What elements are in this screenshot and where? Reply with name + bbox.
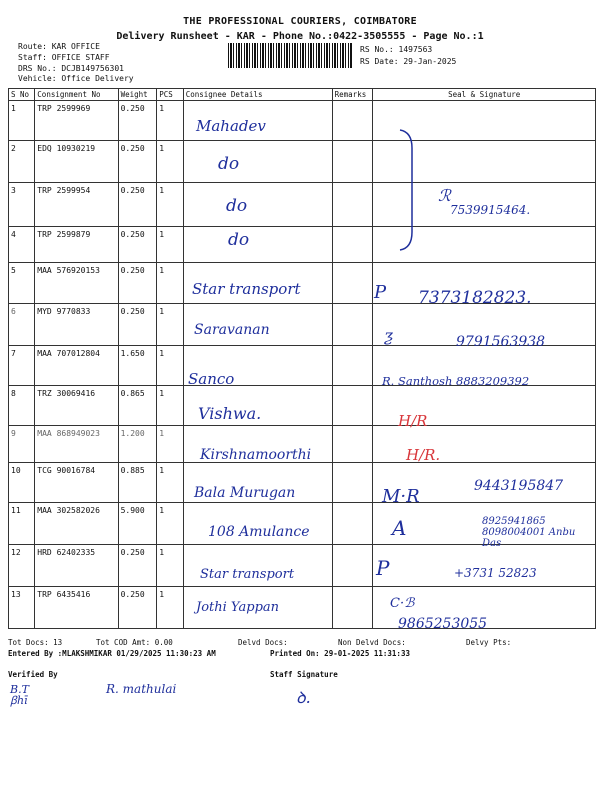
row-sno: 2: [9, 141, 35, 183]
seal-hand-3: 7539915464.: [450, 203, 531, 217]
row-remarks-cell: [332, 587, 373, 629]
rs-date: RS Date: 29-Jan-2025: [360, 57, 457, 66]
row-weight: 0.250: [118, 141, 157, 183]
barcode: [228, 43, 353, 68]
consignee-hand-5: Star transport: [192, 280, 301, 298]
signature-scribble-6: ƺ: [384, 326, 394, 345]
seal-hand-7: R. Santhosh 8883209392: [382, 374, 530, 388]
row-sno: 4: [9, 227, 35, 263]
row-remarks-cell: [332, 227, 373, 263]
drs-label: DRS No.: DCJB149756301: [18, 64, 124, 73]
row-pcs: 1: [157, 101, 184, 141]
row-consignee-cell: [183, 141, 332, 183]
consignee-hand-3: do: [226, 196, 248, 216]
row-pcs: 1: [157, 426, 184, 463]
consignee-hand-7: Sanco: [188, 370, 235, 388]
col-seal: Seal & Signature: [373, 89, 596, 101]
row-consignment: MAA 302582026: [35, 503, 118, 545]
rs-number: RS No.: 1497563: [360, 45, 433, 54]
consignee-hand-6: Saravanan: [194, 322, 270, 338]
row-weight: 0.250: [118, 263, 157, 304]
row-sno: 7: [9, 346, 35, 386]
table-row: [9, 386, 596, 426]
row-pcs: 1: [157, 386, 184, 426]
non-delivered-docs: Non Delvd Docs:: [338, 638, 406, 647]
row-weight: 0.885: [118, 463, 157, 503]
row-pcs: 1: [157, 183, 184, 227]
printed-on: Printed On: 29-01-2025 11:31:33: [270, 649, 410, 658]
row-weight: 0.250: [118, 304, 157, 346]
verified-by-label: Verified By: [8, 670, 58, 679]
row-remarks-cell: [332, 263, 373, 304]
row-sno: 12: [9, 545, 35, 587]
row-remarks-cell: [332, 463, 373, 503]
row-sno: 5: [9, 263, 35, 304]
delivered-docs: Delvd Docs:: [238, 638, 288, 647]
row-remarks-cell: [332, 183, 373, 227]
row-pcs: 1: [157, 227, 184, 263]
row-consignment: MAA 868949023: [35, 426, 118, 463]
consignee-hand-1: Mahadev: [196, 117, 266, 135]
bracket-mark: [398, 128, 422, 252]
col-sno: S No: [9, 89, 35, 101]
row-pcs: 1: [157, 263, 184, 304]
row-consignment: TRP 2599969: [35, 101, 118, 141]
seal-hand-12: +3731 52823: [454, 566, 537, 580]
seal-hand-11: 8925941865 8098004001 Anbu Das: [482, 516, 576, 549]
row-sno: 3: [9, 183, 35, 227]
row-weight: 0.250: [118, 183, 157, 227]
consignee-hand-8: Vishwa.: [198, 404, 262, 423]
row-consignment: MYD 9770833: [35, 304, 118, 346]
table-row: [9, 587, 596, 629]
verifier-name: R. mathulai: [106, 682, 177, 696]
row-sno: 13: [9, 587, 35, 629]
signature-scribble-5: P: [374, 282, 387, 303]
row-sno: 1: [9, 101, 35, 141]
row-weight: 0.865: [118, 386, 157, 426]
row-pcs: 1: [157, 463, 184, 503]
row-pcs: 1: [157, 346, 184, 386]
consignee-hand-9: Kirshnamoorthi: [200, 447, 312, 463]
consignee-hand-11: 108 Amulance: [208, 524, 310, 540]
verifier-initials: B.T ꞵhī: [10, 683, 29, 707]
row-consignment: TRP 6435416: [35, 587, 118, 629]
signature-scribble-13: C·ℬ: [390, 596, 415, 611]
row-consignment: HRD 62402335: [35, 545, 118, 587]
runsheet-title: Delivery Runsheet - KAR - Phone No.:0422-3505555 - Page No.:1: [116, 31, 484, 42]
row-remarks-cell: [332, 346, 373, 386]
seal-hand-6: 9791563938: [456, 334, 546, 350]
consignee-hand-12: Star transport: [200, 567, 295, 582]
col-weight: Weight: [118, 89, 157, 101]
row-sno: 9: [9, 426, 35, 463]
consignee-hand-10: Bala Murugan: [194, 485, 296, 501]
row-consignment: TRP 2599954: [35, 183, 118, 227]
row-pcs: 1: [157, 587, 184, 629]
table-row: [9, 101, 596, 141]
table-row: [9, 227, 596, 263]
consignee-hand-13: Jothi Yappan: [196, 600, 280, 615]
row-weight: 0.250: [118, 545, 157, 587]
row-sno: 10: [9, 463, 35, 503]
row-consignment: EDQ 10930219: [35, 141, 118, 183]
row-sno: 8: [9, 386, 35, 426]
seal-hand-10: 9443195847: [474, 478, 564, 494]
signature-scribble-10: M·R: [382, 486, 420, 507]
row-remarks-cell: [332, 101, 373, 141]
company-title: THE PROFESSIONAL COURIERS, COIMBATORE: [183, 16, 417, 27]
row-consignment: TCG 90016784: [35, 463, 118, 503]
row-pcs: 1: [157, 304, 184, 346]
row-pcs: 1: [157, 141, 184, 183]
signature-scribble-3: ℛ: [438, 186, 451, 205]
row-weight: 5.900: [118, 503, 157, 545]
row-sno: 6: [9, 304, 35, 346]
row-weight: 0.250: [118, 227, 157, 263]
seal-hand-13: 9865253055: [398, 616, 488, 632]
total-cod: Tot COD Amt: 0.00: [96, 638, 173, 647]
seal-hand-5: 7373182823.: [418, 288, 532, 308]
row-remarks-cell: [332, 503, 373, 545]
vehicle-label: Vehicle: Office Delivery: [18, 74, 134, 83]
seal-hand-9: H/R.: [406, 446, 441, 464]
row-sno: 11: [9, 503, 35, 545]
consignee-hand-2: do: [218, 154, 240, 174]
row-consignee-cell: [183, 183, 332, 227]
staff-signature-label: Staff Signature: [270, 670, 338, 679]
col-consignment: Consignment No: [35, 89, 118, 101]
row-consignment: MAA 707012804: [35, 346, 118, 386]
staff-label: Staff: OFFICE STAFF: [18, 53, 110, 62]
route-label: Route: KAR OFFICE: [18, 42, 100, 51]
col-remarks: Remarks: [332, 89, 373, 101]
row-weight: 1.200: [118, 426, 157, 463]
col-consignee: Consignee Details: [183, 89, 332, 101]
row-weight: 1.650: [118, 346, 157, 386]
consignee-hand-4: do: [228, 230, 250, 250]
row-consignee-cell: [183, 227, 332, 263]
row-remarks-cell: [332, 141, 373, 183]
table-row: [9, 141, 596, 183]
delivery-points: Delvy Pts:: [466, 638, 512, 647]
row-weight: 0.250: [118, 101, 157, 141]
row-consignment: TRP 2599879: [35, 227, 118, 263]
row-consignment: MAA 576920153: [35, 263, 118, 304]
row-weight: 0.250: [118, 587, 157, 629]
signature-scribble-12: P: [376, 556, 390, 580]
row-remarks-cell: [332, 304, 373, 346]
row-pcs: 1: [157, 545, 184, 587]
staff-signature-mark: ꝺ.: [296, 688, 311, 707]
total-docs: Tot Docs: 13: [8, 638, 63, 647]
row-pcs: 1: [157, 503, 184, 545]
row-remarks-cell: [332, 386, 373, 426]
row-remarks-cell: [332, 426, 373, 463]
seal-hand-8: H/R: [398, 412, 428, 430]
row-consignment: TRZ 30069416: [35, 386, 118, 426]
table-header-row: [9, 89, 596, 101]
signature-scribble-11: A: [392, 516, 407, 540]
row-remarks-cell: [332, 545, 373, 587]
entered-by: Entered By :MLAKSHMIKAR 01/29/2025 11:30:23 AM: [8, 649, 216, 658]
col-pcs: PCS: [157, 89, 184, 101]
